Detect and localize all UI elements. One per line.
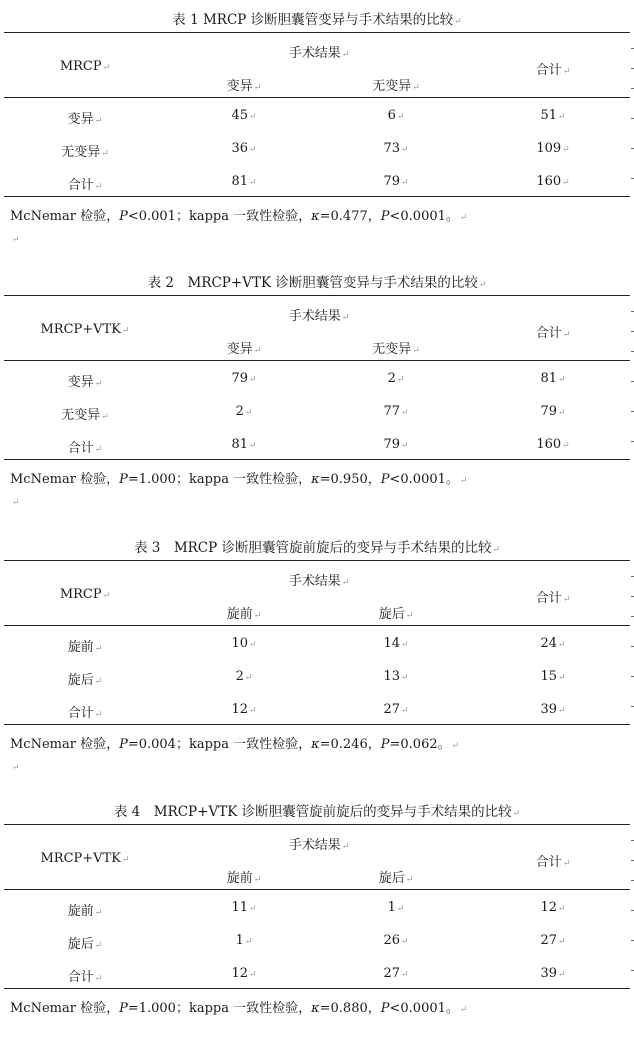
- paragraph-mark-icon: ↵: [12, 763, 20, 773]
- return-mark-icon: ↵: [94, 379, 103, 389]
- column-header-a-text: 旋前: [226, 871, 253, 886]
- note-prefix: McNemar 检验，: [10, 472, 120, 487]
- return-mark-icon: ↵: [401, 706, 409, 716]
- cell-value-total-text: 51: [540, 108, 557, 123]
- row-label-text: 变异: [67, 112, 94, 127]
- return-mark-icon: ↵: [562, 67, 571, 77]
- p-value: <0.0001。: [389, 472, 459, 487]
- kappa-symbol: κ: [311, 472, 320, 487]
- row-label: [68, 966, 103, 985]
- paragraph-mark-icon: ↵: [12, 235, 20, 245]
- cell-value-a: [231, 108, 256, 123]
- cell-value-a-text: 1: [235, 933, 244, 948]
- bottom-rule: [4, 988, 630, 989]
- row-label-text: 旋后: [67, 673, 94, 688]
- cell-value-total: [540, 404, 565, 419]
- cell-value-total: [536, 174, 569, 189]
- return-mark-icon: ↵: [341, 842, 350, 852]
- row-label: [61, 141, 109, 160]
- cell-value-a-text: 2: [235, 404, 244, 419]
- p-symbol: P: [380, 209, 390, 224]
- top-rule: [4, 295, 630, 296]
- return-mark-icon: ↵: [558, 640, 566, 650]
- return-mark-icon: ↵: [558, 904, 566, 914]
- column-header-a: [227, 603, 262, 622]
- return-mark-icon: ↵: [101, 149, 109, 159]
- return-mark-icon: ↵: [401, 441, 409, 451]
- kappa-value: =0.880，: [319, 1001, 381, 1016]
- cell-value-total-text: 39: [540, 966, 557, 981]
- return-mark-icon: ↵: [558, 408, 566, 418]
- cell-value-total-text: 24: [540, 636, 557, 651]
- cell-value-total: [536, 141, 569, 156]
- return-mark-icon: ↵: [558, 673, 566, 683]
- p-symbol: P: [119, 472, 128, 487]
- return-mark-icon: ↵: [253, 611, 262, 621]
- p-symbol: P: [380, 1001, 390, 1016]
- cell-value-total-text: 160: [536, 174, 562, 189]
- table-section-1: [0, 8, 634, 248]
- row-header-text: MRCP+VTK: [40, 322, 121, 337]
- return-mark-icon: ↵: [492, 545, 501, 555]
- return-mark-icon: ↵: [94, 182, 103, 192]
- cell-value-a-text: 11: [231, 900, 248, 915]
- cell-value-a: [231, 636, 256, 651]
- cell-value-a: [236, 669, 253, 684]
- return-mark-icon: ↵: [94, 445, 103, 455]
- return-mark-icon: ↵: [249, 904, 257, 914]
- return-mark-icon: ↵: [94, 710, 103, 720]
- return-mark-icon: ↵: [94, 974, 103, 984]
- return-mark-icon: ↵: [451, 741, 460, 751]
- total-header: [536, 587, 571, 606]
- return-mark-icon: ↵: [459, 1005, 468, 1015]
- cell-value-b: [383, 669, 408, 684]
- note-prefix: McNemar 检验，: [10, 209, 120, 224]
- return-mark-icon: ↵: [454, 17, 462, 27]
- return-mark-icon: ↵: [102, 591, 111, 601]
- return-mark-icon: ↵: [562, 330, 571, 340]
- cell-value-b-text: 73: [383, 141, 400, 156]
- return-mark-icon: ↵: [253, 83, 262, 93]
- p-value: =0.004；kappa 一致性检验，: [127, 737, 312, 752]
- p-value: <0.001；kappa 一致性检验，: [127, 209, 312, 224]
- p-symbol: P: [119, 209, 128, 224]
- return-mark-icon: ↵: [396, 112, 405, 122]
- return-mark-icon: ↵: [396, 375, 405, 385]
- column-header-b: [379, 603, 414, 622]
- return-mark-icon: ↵: [401, 178, 409, 188]
- return-mark-icon: ↵: [249, 640, 257, 650]
- cell-value-b: [383, 404, 408, 419]
- return-mark-icon: ↵: [401, 970, 409, 980]
- total-header-text: 合计: [535, 63, 562, 78]
- return-mark-icon: ↵: [249, 375, 257, 385]
- p-value: =1.000；kappa 一致性检验，: [127, 472, 312, 487]
- cell-value-b-text: 27: [383, 966, 400, 981]
- table-section-2: [0, 271, 634, 511]
- return-mark-icon: ↵: [562, 595, 571, 605]
- cell-value-b-text: 13: [383, 669, 400, 684]
- group-header-text: 手术结果: [288, 574, 341, 589]
- cell-value-a-text: 36: [231, 141, 248, 156]
- return-mark-icon: ↵: [121, 855, 130, 865]
- row-label-text: 合计: [67, 178, 94, 193]
- cell-value-total-text: 27: [540, 933, 557, 948]
- return-mark-icon: ↵: [401, 145, 409, 155]
- row-label-text: 无变异: [61, 145, 101, 160]
- cell-value-total-text: 79: [540, 404, 557, 419]
- return-mark-icon: ↵: [401, 673, 409, 683]
- return-mark-icon: ↵: [558, 706, 566, 716]
- cell-value-total: [536, 437, 569, 452]
- return-mark-icon: ↵: [94, 116, 103, 126]
- table-caption: [0, 271, 634, 291]
- cell-value-b: [383, 966, 408, 981]
- cell-value-total-text: 109: [536, 141, 562, 156]
- cell-value-a: [231, 702, 256, 717]
- row-label: [68, 174, 103, 193]
- total-header-text: 合计: [535, 326, 562, 341]
- table-caption: [0, 800, 634, 820]
- table-caption-text: 表 1 MRCP 诊断胆囊管变异与手术结果的比较: [172, 12, 454, 28]
- row-label-text: 变异: [67, 375, 94, 390]
- group-header: [289, 834, 350, 853]
- kappa-value: =0.246，: [319, 737, 381, 752]
- cell-value-total: [540, 966, 565, 981]
- p-symbol: P: [380, 472, 390, 487]
- cell-value-a: [231, 174, 256, 189]
- header-rule: [4, 97, 630, 98]
- cell-value-b-text: 26: [383, 933, 400, 948]
- return-mark-icon: ↵: [341, 578, 350, 588]
- cell-value-a: [231, 900, 256, 915]
- column-header-b: [379, 867, 414, 886]
- top-rule: [4, 560, 630, 561]
- row-header: [60, 59, 110, 74]
- group-header-text: 手术结果: [288, 46, 341, 61]
- total-header-text: 合计: [535, 855, 562, 870]
- paragraph-mark-icon: ↵: [12, 498, 20, 508]
- row-label: [68, 702, 103, 721]
- return-mark-icon: ↵: [101, 412, 109, 422]
- total-header-text: 合计: [535, 591, 562, 606]
- cell-value-b: [388, 900, 405, 915]
- statistics-note: [10, 997, 467, 1016]
- row-label: [68, 933, 103, 952]
- table-caption-text: 表 4 MRCP+VTK 诊断胆囊管旋前旋后的变异与手术结果的比较: [113, 804, 512, 820]
- cell-value-b-text: 77: [383, 404, 400, 419]
- row-label-text: 旋前: [67, 904, 94, 919]
- return-mark-icon: ↵: [244, 673, 253, 683]
- return-mark-icon: ↵: [459, 213, 468, 223]
- cell-value-b: [383, 702, 408, 717]
- column-header-b-text: 无变异: [372, 342, 412, 357]
- cell-value-total-text: 12: [540, 900, 557, 915]
- cell-value-b: [383, 174, 408, 189]
- kappa-symbol: κ: [311, 1001, 320, 1016]
- cell-value-b: [388, 371, 405, 386]
- row-header: [40, 322, 129, 337]
- cell-value-total: [540, 371, 565, 386]
- return-mark-icon: ↵: [562, 145, 570, 155]
- cell-value-total-text: 39: [540, 702, 557, 717]
- cell-value-a: [236, 404, 253, 419]
- return-mark-icon: ↵: [405, 611, 414, 621]
- return-mark-icon: ↵: [401, 640, 409, 650]
- cell-value-b-text: 14: [383, 636, 400, 651]
- row-label-text: 合计: [67, 706, 94, 721]
- p-symbol: P: [119, 737, 128, 752]
- group-header-text: 手术结果: [288, 838, 341, 853]
- return-mark-icon: ↵: [94, 644, 103, 654]
- return-mark-icon: ↵: [253, 875, 262, 885]
- column-header-b: [372, 338, 420, 357]
- return-mark-icon: ↵: [94, 677, 103, 687]
- return-mark-icon: ↵: [459, 476, 468, 486]
- return-mark-icon: ↵: [412, 346, 420, 356]
- return-mark-icon: ↵: [253, 346, 262, 356]
- bottom-rule: [4, 459, 630, 460]
- return-mark-icon: ↵: [396, 904, 405, 914]
- row-label: [68, 900, 103, 919]
- column-header-b-text: 旋后: [378, 607, 405, 622]
- cell-value-total: [540, 900, 565, 915]
- column-header-a: [227, 75, 262, 94]
- return-mark-icon: ↵: [562, 441, 570, 451]
- row-label: [68, 371, 103, 390]
- row-label: [68, 437, 103, 456]
- column-header-a-text: 旋前: [226, 607, 253, 622]
- cell-value-a-text: 12: [231, 702, 248, 717]
- column-header-a: [227, 338, 262, 357]
- cell-value-total: [540, 702, 565, 717]
- cell-value-a: [231, 966, 256, 981]
- return-mark-icon: ↵: [249, 970, 257, 980]
- top-rule: [4, 824, 630, 825]
- row-header-text: MRCP: [59, 59, 102, 74]
- cell-value-a: [231, 371, 256, 386]
- return-mark-icon: ↵: [558, 937, 566, 947]
- cell-value-b-text: 2: [387, 371, 396, 386]
- cell-value-b-text: 6: [387, 108, 396, 123]
- column-header-a-text: 变异: [226, 342, 253, 357]
- kappa-value: =0.477，: [319, 209, 381, 224]
- cell-value-total: [540, 669, 565, 684]
- note-prefix: McNemar 检验，: [10, 1001, 120, 1016]
- return-mark-icon: ↵: [401, 408, 409, 418]
- table-caption: [0, 8, 634, 28]
- cell-value-b: [383, 933, 408, 948]
- group-header: [289, 42, 350, 61]
- header-rule: [4, 889, 630, 890]
- column-header-b-text: 无变异: [372, 79, 412, 94]
- return-mark-icon: ↵: [249, 706, 257, 716]
- cell-value-a-text: 10: [231, 636, 248, 651]
- cell-value-total: [540, 933, 565, 948]
- total-header: [536, 59, 571, 78]
- cell-value-a: [231, 141, 256, 156]
- row-header: [40, 851, 129, 866]
- kappa-value: =0.950，: [319, 472, 381, 487]
- cell-value-a-text: 45: [231, 108, 248, 123]
- return-mark-icon: ↵: [121, 326, 130, 336]
- return-mark-icon: ↵: [558, 970, 566, 980]
- group-header: [289, 305, 350, 324]
- cell-value-a: [231, 437, 256, 452]
- note-prefix: McNemar 检验，: [10, 737, 120, 752]
- top-rule: [4, 32, 630, 33]
- bottom-rule: [4, 196, 630, 197]
- row-label: [68, 108, 103, 127]
- cell-value-total: [540, 636, 565, 651]
- return-mark-icon: ↵: [249, 178, 257, 188]
- total-header: [536, 322, 571, 341]
- group-header: [289, 570, 350, 589]
- cell-value-b-text: 79: [383, 174, 400, 189]
- return-mark-icon: ↵: [341, 50, 350, 60]
- cell-value-a-text: 2: [235, 669, 244, 684]
- row-label-text: 合计: [67, 970, 94, 985]
- cell-value-b-text: 27: [383, 702, 400, 717]
- kappa-symbol: κ: [311, 209, 320, 224]
- return-mark-icon: ↵: [249, 112, 257, 122]
- return-mark-icon: ↵: [405, 875, 414, 885]
- row-label-text: 无变异: [61, 408, 101, 423]
- return-mark-icon: ↵: [478, 280, 487, 290]
- cell-value-a-text: 81: [231, 437, 248, 452]
- total-header: [536, 851, 571, 870]
- header-rule: [4, 625, 630, 626]
- p-symbol: P: [380, 737, 390, 752]
- column-header-a-text: 变异: [226, 79, 253, 94]
- row-header: [60, 587, 110, 602]
- cell-value-total-text: 15: [540, 669, 557, 684]
- row-header-text: MRCP: [59, 587, 102, 602]
- kappa-symbol: κ: [311, 737, 320, 752]
- cell-value-b-text: 79: [383, 437, 400, 452]
- row-label-text: 旋后: [67, 937, 94, 952]
- return-mark-icon: ↵: [562, 178, 570, 188]
- table-caption-text: 表 2 MRCP+VTK 诊断胆囊管变异与手术结果的比较: [147, 275, 478, 291]
- return-mark-icon: ↵: [244, 408, 253, 418]
- table-caption-text: 表 3 MRCP 诊断胆囊管旋前旋后的变异与手术结果的比较: [133, 540, 492, 556]
- cell-value-b-text: 1: [387, 900, 396, 915]
- column-header-a: [227, 867, 262, 886]
- return-mark-icon: ↵: [94, 908, 103, 918]
- table-section-4: [0, 800, 634, 1040]
- cell-value-a: [236, 933, 253, 948]
- return-mark-icon: ↵: [401, 937, 409, 947]
- group-header-text: 手术结果: [288, 309, 341, 324]
- column-header-b: [372, 75, 420, 94]
- row-label-text: 合计: [67, 441, 94, 456]
- p-value: <0.0001。: [389, 209, 459, 224]
- cell-value-b: [383, 141, 408, 156]
- p-value: <0.0001。: [389, 1001, 459, 1016]
- cell-value-b: [388, 108, 405, 123]
- cell-value-total-text: 81: [540, 371, 557, 386]
- cell-value-total: [540, 108, 565, 123]
- row-label: [61, 404, 109, 423]
- return-mark-icon: ↵: [102, 63, 111, 73]
- cell-value-b: [383, 636, 408, 651]
- p-value: =1.000；kappa 一致性检验，: [127, 1001, 312, 1016]
- return-mark-icon: ↵: [341, 313, 350, 323]
- statistics-note: [10, 205, 467, 224]
- cell-value-a-text: 79: [231, 371, 248, 386]
- return-mark-icon: ↵: [558, 375, 566, 385]
- return-mark-icon: ↵: [512, 809, 521, 819]
- cell-value-b: [383, 437, 408, 452]
- return-mark-icon: ↵: [249, 145, 257, 155]
- column-header-b-text: 旋后: [378, 871, 405, 886]
- cell-value-a-text: 12: [231, 966, 248, 981]
- row-header-text: MRCP+VTK: [40, 851, 121, 866]
- bottom-rule: [4, 724, 630, 725]
- row-label-text: 旋前: [67, 640, 94, 655]
- p-symbol: P: [119, 1001, 128, 1016]
- table-section-3: [0, 536, 634, 776]
- row-label: [68, 669, 103, 688]
- statistics-note: [10, 468, 467, 487]
- return-mark-icon: ↵: [249, 441, 257, 451]
- statistics-note: [10, 733, 459, 752]
- header-rule: [4, 360, 630, 361]
- return-mark-icon: ↵: [412, 83, 420, 93]
- return-mark-icon: ↵: [562, 859, 571, 869]
- cell-value-a-text: 81: [231, 174, 248, 189]
- return-mark-icon: ↵: [244, 937, 253, 947]
- return-mark-icon: ↵: [94, 941, 103, 951]
- table-caption: [0, 536, 634, 556]
- return-mark-icon: ↵: [558, 112, 566, 122]
- row-label: [68, 636, 103, 655]
- cell-value-total-text: 160: [536, 437, 562, 452]
- p-value: =0.062。: [389, 737, 451, 752]
